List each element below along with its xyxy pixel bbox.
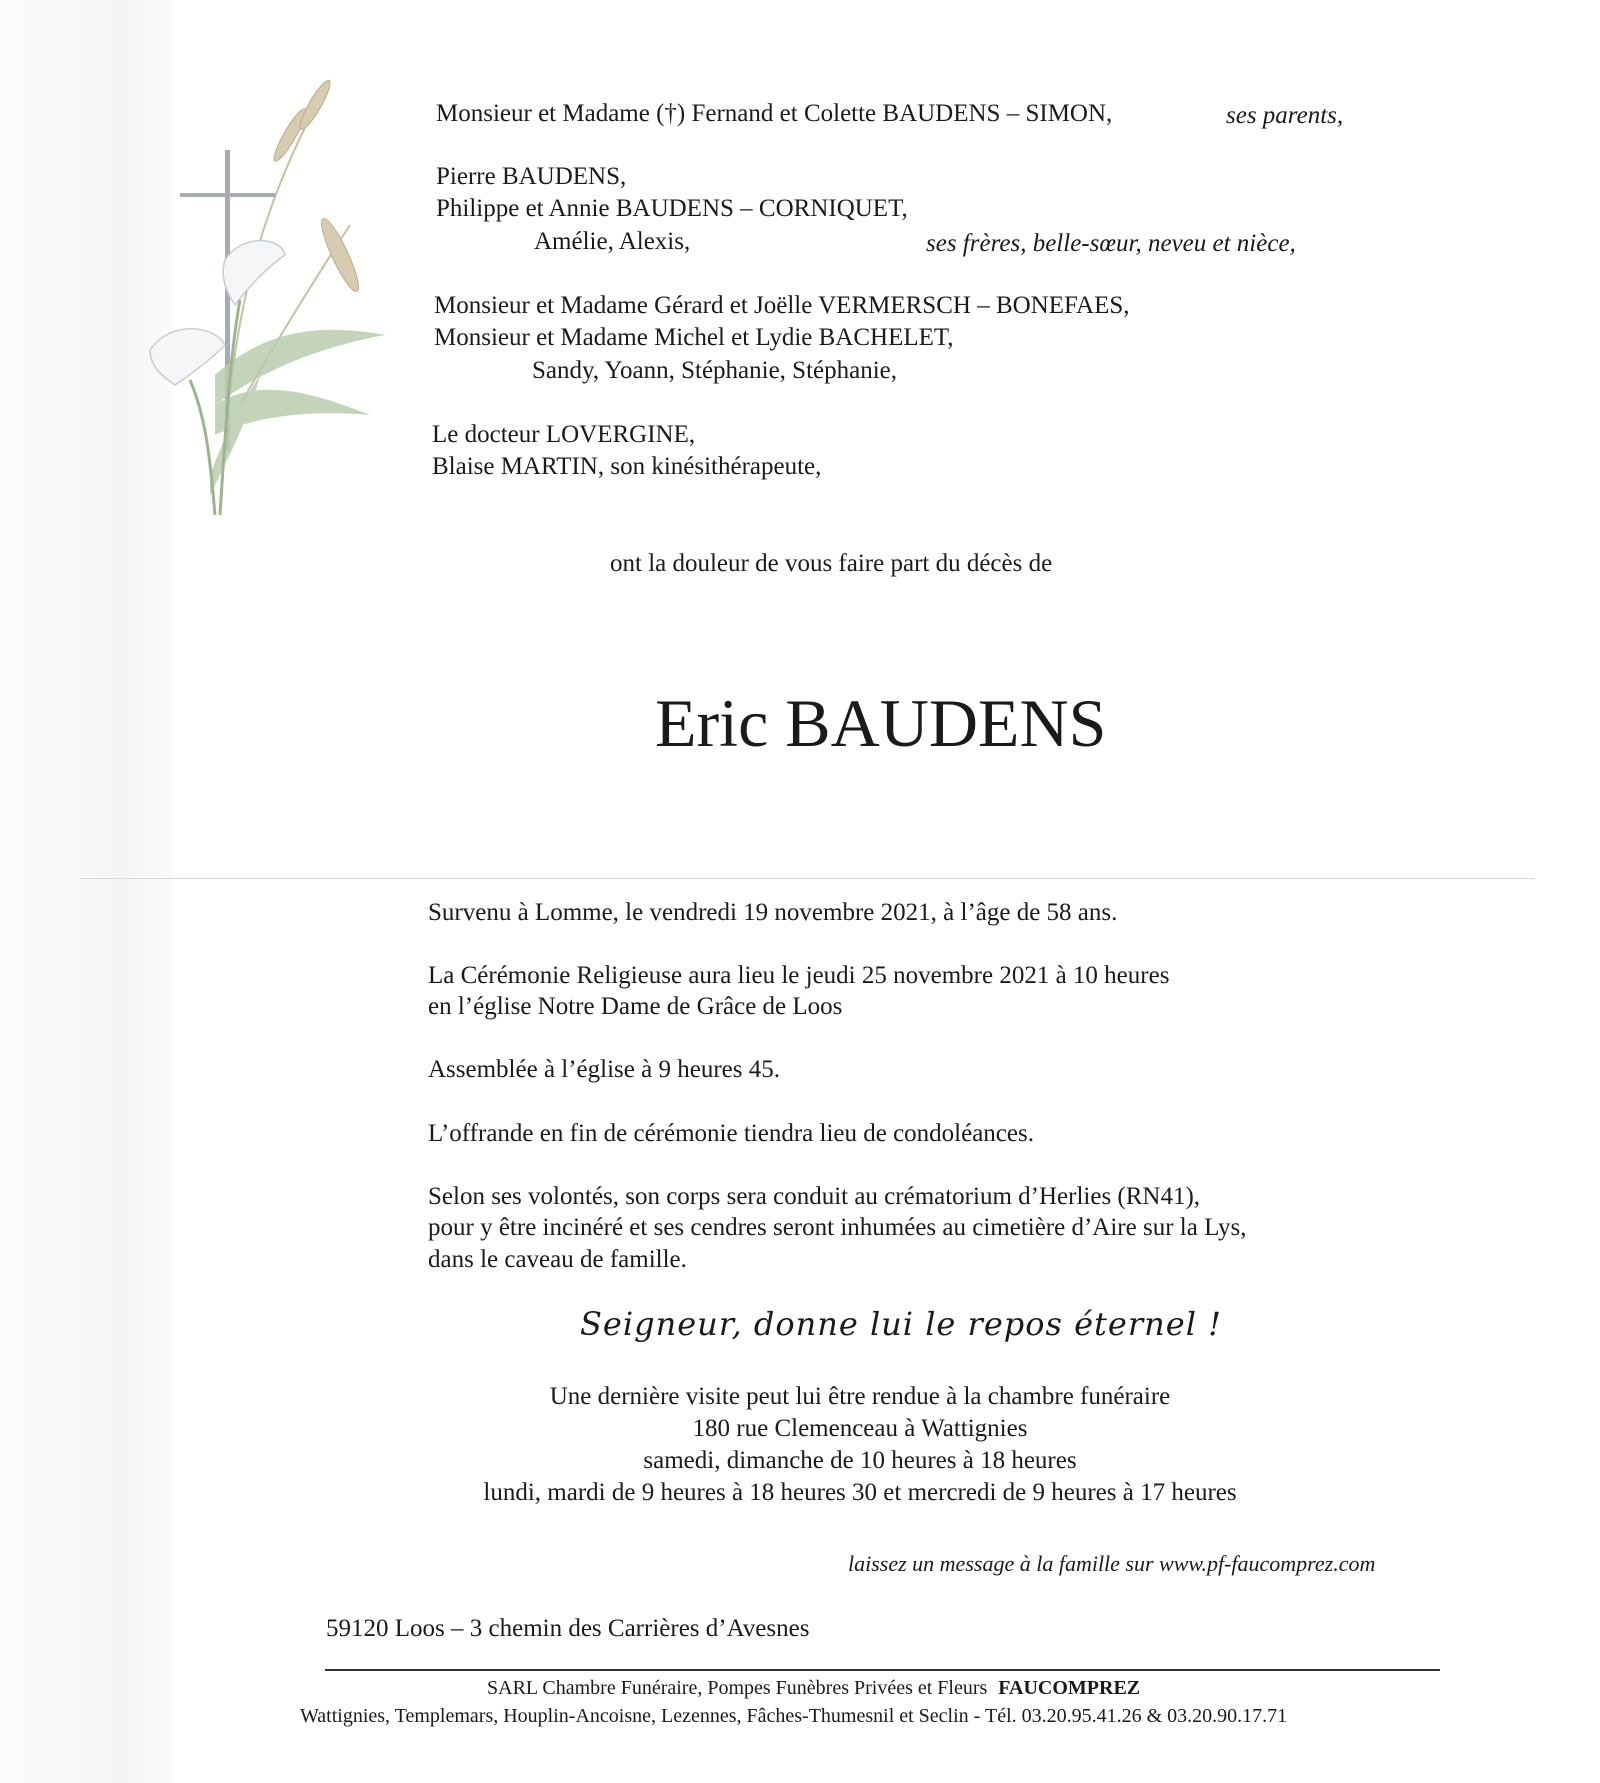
prayer: Seigneur, donne lui le repos éternel !	[580, 1305, 1222, 1343]
footer-rule	[325, 1669, 1440, 1671]
message-link: laissez un message à la famille sur www.pf-faucomprez.com	[848, 1551, 1376, 1576]
ceremony-line: en l’église Notre Dame de Grâce de Loos	[428, 993, 843, 1020]
visit-line: lundi, mardi de 9 heures à 18 heures 30 et mercredi de 9 heures à 17 heures	[483, 1479, 1237, 1506]
company-prefix: SARL Chambre Funéraire, Pompes Funèbres Privées et Fleurs	[487, 1677, 988, 1699]
wishes-line: pour y être incinéré et ses cendres seront inhumées au cimetière d’Aire sur la Lys,	[428, 1214, 1247, 1241]
wishes-line: dans le caveau de famille.	[428, 1246, 687, 1273]
visit-line: samedi, dimanche de 10 heures à 18 heures	[643, 1447, 1077, 1474]
visit-line: 180 rue Clemenceau à Wattignies	[692, 1415, 1028, 1442]
assembly-time: Assemblée à l’église à 9 heures 45.	[428, 1056, 780, 1083]
announcement: ont la douleur de vous faire part du décès de	[610, 550, 1053, 577]
visit-line: Une dernière visite peut lui être rendue à la chambre funéraire	[549, 1383, 1171, 1410]
parents-names: Monsieur et Madame (†) Fernand et Colette BAUDENS – SIMON,	[436, 100, 1113, 127]
company-line	[487, 1678, 1140, 1698]
parents-relation: ses parents,	[1226, 102, 1344, 129]
siblings-children: Amélie, Alexis,	[534, 228, 691, 255]
relative-line: Monsieur et Madame Gérard et Joëlle VERMERSCH – BONEFAES,	[434, 292, 1130, 319]
deceased-name: Eric BAUDENS	[655, 685, 1107, 761]
sibling-line: Philippe et Annie BAUDENS – CORNIQUET,	[436, 195, 908, 222]
care-line: Blaise MARTIN, son kinésithérapeute,	[432, 453, 822, 480]
care-line: Le docteur LOVERGINE,	[432, 421, 696, 448]
siblings-relation: ses frères, belle-sœur, neveu et nièce,	[926, 230, 1296, 257]
sibling-line: Pierre BAUDENS,	[436, 163, 627, 190]
wishes-line: Selon ses volontés, son corps sera conduit au crématorium d’Herlies (RN41),	[428, 1183, 1201, 1210]
company-locations: Wattignies, Templemars, Houplin-Ancoisne, Lezennes, Fâches-Thumesnil et Seclin - Tél. 03.20.95.41.26 & 03.20.90.17.71	[300, 1705, 1288, 1727]
relatives-children: Sandy, Yoann, Stéphanie, Stéphanie,	[532, 357, 898, 384]
death-details: Survenu à Lomme, le vendredi 19 novembre 2021, à l’âge de 58 ans.	[428, 899, 1118, 926]
relative-line: Monsieur et Madame Michel et Lydie BACHELET,	[434, 324, 954, 351]
offering-note: L’offrande en fin de cérémonie tiendra lieu de condoléances.	[428, 1120, 1034, 1147]
fold-line	[80, 878, 1535, 879]
ceremony-line: La Cérémonie Religieuse aura lieu le jeudi 25 novembre 2021 à 10 heures	[428, 962, 1170, 989]
company-name: FAUCOMPREZ	[998, 1677, 1141, 1699]
address: 59120 Loos – 3 chemin des Carrières d’Avesnes	[326, 1615, 810, 1642]
cross-lily-decoration	[130, 75, 400, 595]
